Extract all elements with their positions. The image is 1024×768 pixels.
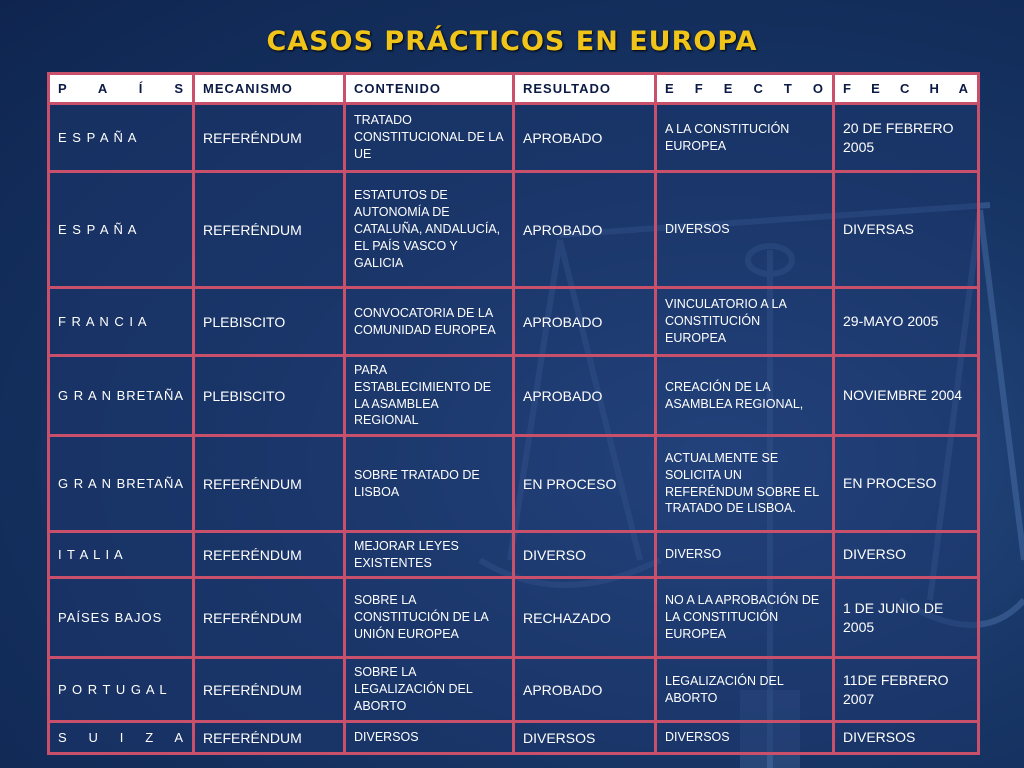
cell-mecanismo: REFERÉNDUM: [194, 658, 345, 722]
header-pais: P A Í S: [49, 74, 194, 104]
table-row: [49, 172, 979, 288]
cell-pais: S U I Z A: [49, 722, 194, 754]
cell-pais: E S P A Ñ A: [49, 172, 194, 288]
header-efecto: E F E C T O: [656, 74, 834, 104]
cell-resultado: APROBADO: [514, 288, 656, 356]
cell-contenido: MEJORAR LEYES EXISTENTES: [345, 532, 514, 578]
table-row: [49, 104, 979, 172]
header-resultado: RESULTADO: [514, 74, 656, 104]
cell-contenido: SOBRE LA LEGALIZACIÓN DEL ABORTO: [345, 658, 514, 722]
cell-efecto: A LA CONSTITUCIÓN EUROPEA: [656, 104, 834, 172]
cell-fecha: 29-MAYO 2005: [834, 288, 979, 356]
cell-efecto: DIVERSO: [656, 532, 834, 578]
cell-efecto: DIVERSOS: [656, 722, 834, 754]
cell-resultado: APROBADO: [514, 172, 656, 288]
cell-mecanismo: REFERÉNDUM: [194, 578, 345, 658]
cell-pais: F R A N C I A: [49, 288, 194, 356]
cell-mecanismo: REFERÉNDUM: [194, 172, 345, 288]
header-contenido: CONTENIDO: [345, 74, 514, 104]
cell-pais: P O R T U G A L: [49, 658, 194, 722]
cell-contenido: SOBRE TRATADO DE LISBOA: [345, 436, 514, 532]
cell-contenido: DIVERSOS: [345, 722, 514, 754]
cell-mecanismo: PLEBISCITO: [194, 288, 345, 356]
table-row: [49, 436, 979, 532]
cell-contenido: PARA ESTABLECIMIENTO DE LA ASAMBLEA REGIONAL: [345, 356, 514, 436]
header-fecha: F E C H A: [834, 74, 979, 104]
cell-efecto: DIVERSOS: [656, 172, 834, 288]
cell-fecha: 1 DE JUNIO DE 2005: [834, 578, 979, 658]
cell-mecanismo: REFERÉNDUM: [194, 532, 345, 578]
table-header-row: [49, 74, 979, 104]
cell-fecha: DIVERSOS: [834, 722, 979, 754]
cell-fecha: EN PROCESO: [834, 436, 979, 532]
cell-pais: G R A N BRETAÑA: [49, 356, 194, 436]
cell-efecto: ACTUALMENTE SE SOLICITA UN REFERÉNDUM SOBRE EL TRATADO DE LISBOA.: [656, 436, 834, 532]
cell-efecto: NO A LA APROBACIÓN DE LA CONSTITUCIÓN EUROPEA: [656, 578, 834, 658]
cell-contenido: CONVOCATORIA DE LA COMUNIDAD EUROPEA: [345, 288, 514, 356]
cell-pais: G R A N BRETAÑA: [49, 436, 194, 532]
table-row: [49, 356, 979, 436]
cell-resultado: EN PROCESO: [514, 436, 656, 532]
cell-resultado: RECHAZADO: [514, 578, 656, 658]
cell-fecha: DIVERSO: [834, 532, 979, 578]
cell-contenido: TRATADO CONSTITUCIONAL DE LA UE: [345, 104, 514, 172]
cell-resultado: APROBADO: [514, 658, 656, 722]
cell-efecto: LEGALIZACIÓN DEL ABORTO: [656, 658, 834, 722]
cell-efecto: CREACIÓN DE LA ASAMBLEA REGIONAL,: [656, 356, 834, 436]
cell-efecto: VINCULATORIO A LA CONSTITUCIÓN EUROPEA: [656, 288, 834, 356]
cell-mecanismo: PLEBISCITO: [194, 356, 345, 436]
cell-mecanismo: REFERÉNDUM: [194, 436, 345, 532]
header-mecanismo: MECANISMO: [194, 74, 345, 104]
cell-resultado: DIVERSO: [514, 532, 656, 578]
cases-table: [47, 72, 980, 755]
cell-mecanismo: REFERÉNDUM: [194, 722, 345, 754]
table-row: [49, 722, 979, 754]
cell-contenido: ESTATUTOS DE AUTONOMÍA DE CATALUÑA, ANDALUCÍA, EL PAÍS VASCO Y GALICIA: [345, 172, 514, 288]
cell-fecha: NOVIEMBRE 2004: [834, 356, 979, 436]
table-row: [49, 658, 979, 722]
cell-fecha: DIVERSAS: [834, 172, 979, 288]
cell-pais: PAÍSES BAJOS: [49, 578, 194, 658]
cell-pais: I T A L I A: [49, 532, 194, 578]
table-row: [49, 532, 979, 578]
table-row: [49, 578, 979, 658]
slide-title: CASOS PRÁCTICOS EN EUROPA: [266, 26, 758, 57]
cell-mecanismo: REFERÉNDUM: [194, 104, 345, 172]
cell-resultado: DIVERSOS: [514, 722, 656, 754]
cell-fecha: 11DE FEBRERO 2007: [834, 658, 979, 722]
table-row: [49, 288, 979, 356]
cell-pais: E S P A Ñ A: [49, 104, 194, 172]
cell-resultado: APROBADO: [514, 104, 656, 172]
cell-contenido: SOBRE LA CONSTITUCIÓN DE LA UNIÓN EUROPEA: [345, 578, 514, 658]
cell-fecha: 20 DE FEBRERO 2005: [834, 104, 979, 172]
cell-resultado: APROBADO: [514, 356, 656, 436]
